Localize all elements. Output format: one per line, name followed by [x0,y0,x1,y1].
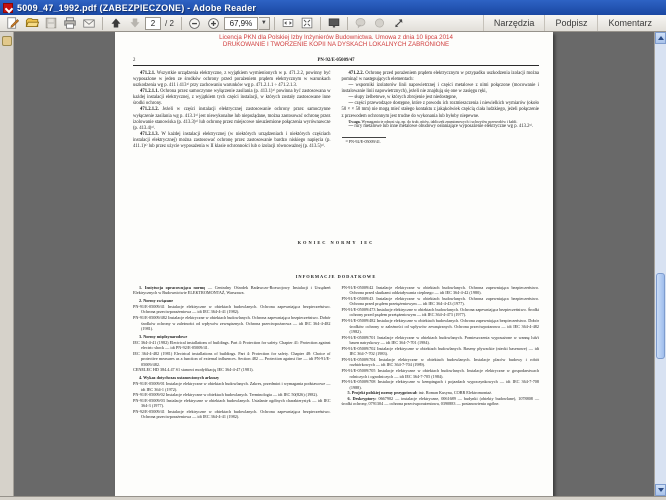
info-paragraph: 2. Normy związane [139,298,174,304]
titlebar[interactable] [0,0,666,15]
toolbar-text-button[interactable]: Podpisz [544,15,597,31]
info-paragraph: PN-91/E-05009/482 Instalacje elektryczne w obiektach budowlanych. Ochrona zapewniająca bezpieczeństwo. Dobór środków ochrony w zależności od wpływów zewnętrznych. Ochrona przeciwpożarowa — idt IEC 364-4-482 (1981). [133,314,331,332]
info-columns [133,285,539,420]
norm-paragraph: Uwaga. Wymagania te odnosi się, np. do śrub, nitów, tabliczek znamionowych i uchwytów przewodów i kabli. [348,119,518,124]
presentation-button[interactable] [325,16,343,31]
info-column-left [133,285,331,420]
open-file-icon[interactable] [23,16,41,31]
info-paragraph: CENELEC HD 384.4.47 S1 stanowi modyfikację IEC 364-4-47 (1981). [133,367,254,373]
info-paragraph: 1. Instytucja opracowująca normę — Centralny Ośrodek Badawczo-Rozwojowy Instalacji i Urządzeń Elektrycznych w Budownictwie ELEKTROMONTAŻ, Warszawa. [133,284,331,296]
email-icon[interactable] [80,16,98,31]
vertical-scrollbar[interactable] [654,32,666,496]
fit-width-button[interactable] [279,16,297,31]
zoom-dropdown-button[interactable]: ▼ [259,17,270,30]
info-paragraph: 4. Wykaz dotychczas ustanowionych arkuszy [139,375,220,381]
fit-page-button[interactable] [298,16,316,31]
norm-column-right [342,71,540,231]
license-line-1: Licencja PKN dla Polskiej Izby Inżynierów Budownictwa. Umowa z dnia 10 lipca 2014 [219,34,453,41]
norm-paragraph: — rury metalowe lub inne metalowe obudowy osłaniające wyposażenie elektryczne wg p. 413.2¹⁾. [348,124,534,130]
info-paragraph: 3. Normy międzynarodowe [139,334,188,340]
info-paragraph: PN-91/E-05009/704 Instalacje elektryczne w obiektach budowlanych. Instalacje placów budowy i robót rozbiórkowych — idt IEC 364-7-704 (1989). [341,356,539,368]
info-paragraph: 5. Projekt polskiej normy przygotował: inż. Roman Kusyna, COBR Elektromontaż. [347,390,492,396]
toolbar [0,15,666,32]
norm-paragraph: 471.2.1.3. W każdej instalacji elektrycznej (w niektórych urządzeniach i niektórych częściach instalacji elektrycznej) można zastosować ochronę przez zastosowanie bardzo niskiego napięcia (p. 411.1)¹⁾ lub przez użycie wyposażenia w II klasie ochronności lub o izolacji równoważnej (p. 413.5)¹⁾. [133,131,331,150]
info-paragraph: PN-91/E-05009/01 Instalacje elektryczne w obiektach budowlanych. Zakres, przedmiot i wymagania podstawowe — idt IEC 364-1 (1972). [133,381,331,392]
scroll-up-button[interactable] [655,32,666,44]
annotate-icon[interactable] [4,16,22,31]
print-icon[interactable] [61,16,79,31]
toolbar-text-button[interactable]: Narzędzia [483,15,545,31]
zoom-level-input[interactable]: 67,9% [224,17,258,30]
info-column-right [342,285,540,407]
norm-paragraph: 471.2.2. Ochronę przed porażeniem prądem elektrycznym w przypadku uszkodzenia izolacji można pominąć w następujących elementach: [341,70,539,82]
norm-paragraph: — wsporniki izolatorów linii napowietrznej i części metalowe z nimi połączone (mocowanie i instalowanie linii napowietrznych), jeżeli nie znajdują się one w zasięgu ręki, [341,82,540,95]
toolbar-pane-buttons [483,15,662,31]
toolbar-text-button[interactable]: Komentarz [597,15,662,31]
save-icon[interactable] [42,16,60,31]
zoom-in-button[interactable] [205,16,223,31]
scrollbar-thumb[interactable] [656,273,665,359]
additional-info-title: INFORMACJE DODATKOWE [295,273,377,279]
license-stamp [133,33,539,48]
standard-code: PN-92/E-05009/47 [317,58,355,64]
nav-pane-icon[interactable] [2,36,12,46]
info-paragraph: PN-91/E-05009/701 Instalacje elektryczne w obiektach budowlanych. Pomieszczenia wyposażone w wannę lub/i basen natryskowy — idt IEC 364-7-701 (1984). [341,334,539,346]
document-canvas[interactable] [14,32,654,496]
info-paragraph: PN-91/E-05009/702 Instalacje elektryczne w obiektach budowlanych. Baseny pływackie (niecki basenowe) — idt IEC 364-7-702 (1983). [341,345,539,357]
pdf-page [115,32,553,496]
norm-paragraph: 471.2.1.1. Ochrona przez samoczynne wyłączenie zasilania (p. 413.1)¹⁾ powinna być zastosowana w każdej instalacji elektrycznej, z wyjątkiem tych części instalacji, w których zostały zastosowane inne środki ochrony. [133,89,331,107]
status-bar [0,496,666,500]
norm-paragraph: — części przewodzące dostępne, które z powodu ich rozmieszczenia i niewielkich wymiarów (około 50 × × 50 mm) nie mogą mieć stałego kontaktu z jakąkolwiek częścią ciała ludzkiego, jeżeli połączenie z przewodem ochronnym jest trudne do wykonania lub byłoby niepewne. [341,101,539,119]
license-line-2: DRUKOWANIE I TWORZENIE KOPII NA DYSKACH LOKALNYCH ZABRONIONE [222,41,450,49]
info-paragraph: PN-91/E-05009/473 Instalacje elektryczne w obiektach budowlanych. Ochrona zapewniająca bezpieczeństwo. Środki ochrony przed prądem przetężeniowym — idt IEC 364-4-473 (1977). [341,306,539,318]
page-number: 2 [133,58,136,64]
norm-paragraph: 471.2.1. Wszystkie urządzenia elektryczne, z wyjątkiem wymienionych w p. 471.2.2, powinny być wyposażone w jeden ze środków ochrony przed porażeniem prądem elektrycznym w warunkach uszkodzenia wg p. 411 i 413¹⁾ przy zachowaniu warunków wg p. 471.2.1.1 ÷ 471.2.1.3. [133,70,331,88]
info-paragraph: PN-91/E-05009/02 Instalacje elektryczne w obiektach budowlanych. Terminologia — idt IEC 50(826) (1982). [133,392,318,398]
norm-paragraph: 471.2.1.2. Jeżeli w części instalacji elektrycznej zastosowanie ochrony przez samoczynne wyłączenie zasilania wg p. 413.1¹⁾ jest niewykonalne lub niepożądane, można zastosować ochronę przez izolowanie stanowiska (p. 413.3)¹⁾ lub ochronę przez miejscowe nieuziemione połączenia wyrównawcze (p. 413.4)¹⁾. [133,107,331,131]
page-header [133,58,539,66]
window-title: 5009_47_1992.pdf (ZABEZPIECZONE) - Adobe Reader [17,2,257,13]
document-view [0,32,666,496]
footnote-rule [342,137,386,138]
info-paragraph: PN-91/E-05009/42 Instalacje elektryczne w obiektach budowlanych. Ochrona zapewniająca bezpieczeństwo. Ochrona przed skutkami oddziaływania cieplnego — idt IEC 364-4-42 (1980). [341,284,539,296]
info-paragraph: IEC 364-4-482 (1981) Electrical installations of buildings. Part 4: Protection for safety. Chapter 48: Choice of protective measures as a function of external influences. Section 482 — Protection against fire — idt PN-91/E-05009/482. [133,350,331,367]
info-paragraph: PN-91/E-05009/708 Instalacje elektryczne w kempingach i pojazdach wypoczynkowych — idt IEC 364-7-708 (1988). [341,379,539,390]
footnote: ¹⁾ PN-92/E-05009/41. [345,139,381,145]
next-page-icon[interactable] [126,16,144,31]
norm-column-right-paragraphs [342,71,540,131]
page-number-input[interactable]: 2 [145,17,161,30]
info-paragraph: PN-91/E-05009/705 Instalacje elektryczne w obiektach budowlanych. Instalacje elektryczne w gospodarstwach rolniczych i ogrodniczych — idt IEC 364-7-705 (1984). [341,367,539,379]
info-paragraph: PN-92/E-05009/41 Instalacje elektryczne w obiektach budowlanych. Ochrona zapewniająca bezpieczeństwo. Ochrona przeciwporażeniowa — idt IEC 364-4-41 (1982). [133,408,331,420]
adobe-reader-app-icon [3,3,13,13]
info-paragraph: 6. Deskryptory: 0667902 — instalacje elektryczne, 0061689 — budynki (obiekty budowlane), 1078808 — środki ochrony, 0791304 — ochrona przeciwporażeniowa, 0390883 — postanowienia ogólne. [341,395,540,407]
previous-page-icon[interactable] [107,16,125,31]
info-paragraph: PN-91/E-05009/41 Instalacje elektryczne w obiektach budowlanych. Ochrona zapewniająca bezpieczeństwo. Ochrona przeciwporażeniowa — idt IEC 364-4-41 (1982). [133,303,331,315]
info-paragraph: PN-91/E-05009/482 Instalacje elektryczne w obiektach budowlanych. Ochrona zapewniająca bezpieczeństwo. Dobór środków ochrony w zależności od wpływów zewnętrznych. Ochrona przeciwpożarowa — idt IEC 364-4-482 (1982). [341,318,539,335]
end-of-norm-label: KONIEC NORMY IEC [297,239,375,245]
reading-mode-icon[interactable] [390,16,408,31]
zoom-out-button[interactable] [186,16,204,31]
info-paragraph: PN-91/E-05009/43 Instalacje elektryczne w obiektach budowlanych. Ochrona zapewniająca bezpieczeństwo. Ochrona przed prądem przetężeniowym — idt IEC 364-4-43 (1977). [341,295,539,307]
navigation-pane-strip [0,32,14,496]
info-paragraph: PN-91/E-05009/03 Instalacje elektryczne w obiektach budowlanych. Ustalanie ogólnych charakterystyk — idt IEC 364-3 (1977). [133,397,331,409]
highlight-icon[interactable] [371,16,389,31]
norm-column-left [133,71,331,231]
norm-paragraph: — słupy żelbetowe, w których zbrojenie jest niedostępne, [348,95,457,101]
scroll-down-button[interactable] [655,484,666,496]
norm-text-columns [133,71,539,231]
sticky-note-icon[interactable] [352,16,370,31]
page-count-label: / 2 [165,18,174,28]
info-paragraph: IEC 364-4-41 (1982) Electrical installations of buildings. Part 4: Protection for safety. Chapter 41: Protection against electric shock — idt PN-92/E-05009/41. [133,339,331,351]
